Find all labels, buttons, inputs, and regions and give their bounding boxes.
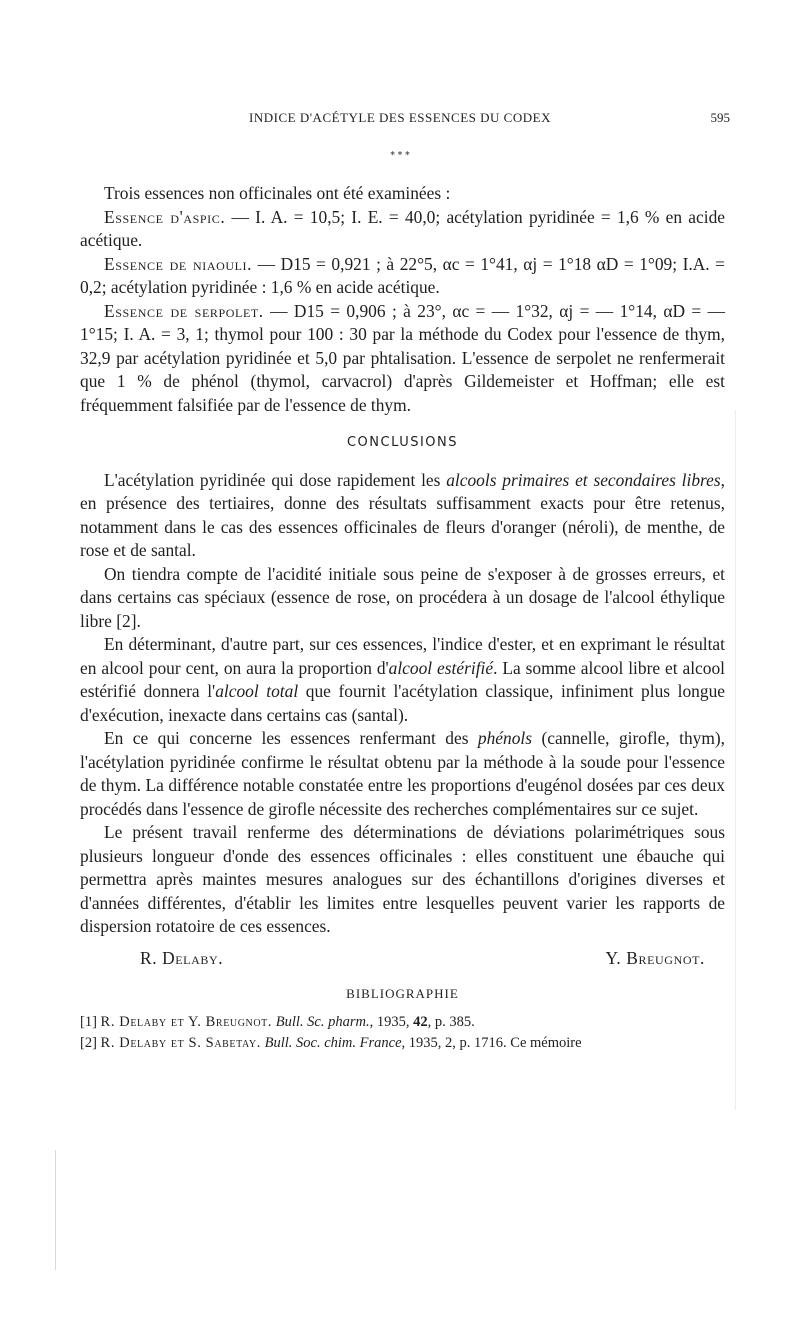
conclusions-heading: CONCLUSIONS bbox=[346, 435, 459, 450]
italic-term: alcool total bbox=[215, 681, 299, 701]
intro-paragraph: Trois essences non officinales ont été examinées : bbox=[104, 183, 451, 203]
scan-artifact-margin bbox=[55, 1150, 56, 1270]
text-run: En déterminant, d'autre part, sur ces essences, l'indice d'ester, et en exprimant le résultat en alcool pour cent, on aura la proportion d' bbox=[80, 634, 725, 678]
text-run: que fournit l'acétylation classique, infiniment plus longue d'exécution, inexacte dans certains cas (santal). bbox=[80, 681, 725, 725]
ref-pages: , p. 385. bbox=[427, 1013, 475, 1030]
bibliography-heading: BIBLIOGRAPHIE bbox=[346, 986, 459, 1001]
ref-details: , 1935, 2, p. 1716. Ce mémoire bbox=[401, 1034, 582, 1051]
conclusion-paragraph bbox=[80, 727, 725, 821]
bibliography-entry bbox=[80, 1012, 725, 1033]
ref-authors: R. Delaby et S. Sabetay. bbox=[100, 1034, 261, 1051]
essence-aspic bbox=[80, 206, 725, 253]
asterism bbox=[380, 152, 420, 161]
italic-term: phénols bbox=[477, 728, 533, 748]
essence-niaouli bbox=[80, 253, 725, 300]
page-number: 595 bbox=[710, 110, 730, 125]
ref-journal: Bull. Soc. chim. France bbox=[264, 1034, 402, 1051]
text-run: L'acétylation pyridinée qui dose rapidement les bbox=[104, 469, 447, 490]
italic-term: alcool estérifié bbox=[388, 657, 494, 678]
essence-text: — D15 = 0,921 ; à 22°5, αc = 1°41, αj = 1°18 αD = 1°09; I.A. = 0,2; acétylation pyridinée : 1,6 % en acide acétique. bbox=[80, 253, 725, 297]
text-run: , en présence des tertiaires, donne des résultats suffisamment exacts pour être retenus, notamment dans le cas des essences officinales de fleurs d'oranger (néroli), de menthe, de rose et de santal. bbox=[80, 469, 726, 560]
article-body bbox=[80, 182, 725, 1054]
ref-journal: Bull. Sc. pharm. bbox=[275, 1013, 370, 1030]
italic-term: alcools primaires et secondaires libres bbox=[446, 469, 721, 490]
text-run: En ce qui concerne les essences renfermant des bbox=[104, 728, 478, 748]
ref-details: , 1935, bbox=[369, 1013, 414, 1030]
running-title: INDICE D'ACÉTYLE DES ESSENCES DU CODEX bbox=[249, 110, 551, 125]
essence-name: Essence d'aspic. bbox=[104, 206, 226, 227]
essence-text: — I. A. = 10,5; I. E. = 40,0; acétylation pyridinée = 1,6 % en acide acétique. bbox=[80, 206, 725, 250]
conclusion-paragraph: On tiendra compte de l'acidité initiale sous peine de s'exposer à de grosses erreurs, et dans certains cas spéciaux (essence de rose, on procédera à un dosage de l'alcool éthylique libre [2]. bbox=[80, 563, 725, 631]
author-left: R. Delaby. bbox=[140, 947, 224, 968]
bibliography-list bbox=[80, 1012, 725, 1054]
essence-text: — D15 = 0,906 ; à 23°, αc = — 1°32, αj = — 1°14, αD = — 1°15; I. A. = 3, 1; thymol pour 100 : 30 par la méthode du Codex pour l'essence de thym, 32,9 par acétylation pyridinée et 5,0 par phtalisation. L'essence de serpolet ne renfermerait que 1 % de phénol (thymol, carvacrol) d'après Gildemeister et Hoffman; elle est fréquemment falsifiée par de l'essence de thym. bbox=[80, 300, 725, 415]
author-right: Y. Breugnot. bbox=[605, 947, 705, 968]
asterism-glyph: * * * bbox=[390, 151, 410, 161]
scan-artifact-line bbox=[735, 410, 736, 1110]
ref-authors: R. Delaby et Y. Breugnot. bbox=[100, 1013, 273, 1030]
ref-volume: 42 bbox=[413, 1013, 428, 1030]
conclusion-paragraph bbox=[80, 633, 725, 727]
text-run: (cannelle, girofle, thym), l'acétylation pyridinée confirme le résultat obtenu par la méthode à la soude pour l'essence de thym. La différence notable constatée entre les proportions d'eugénol dosées par ces deux procédés dans l'essence de girofle nécessite des recherches complémentaires sur ce sujet. bbox=[80, 728, 725, 819]
bibliography-entry bbox=[80, 1033, 725, 1054]
text-run: . La somme alcool libre et alcool estérifié donnera l' bbox=[80, 657, 725, 701]
ref-number: [2] bbox=[80, 1034, 97, 1051]
author-signatures bbox=[80, 947, 725, 971]
essence-name: Essence de niaouli. bbox=[104, 253, 253, 274]
essence-serpolet bbox=[80, 300, 725, 418]
ref-number: [1] bbox=[80, 1013, 97, 1030]
conclusion-paragraph: Le présent travail renferme des déterminations de déviations polarimétriques sous plusieurs longueur d'onde des essences officinales : elles constituent une ébauche qui permettra après maintes mesures analogues sur des échantillons d'origines diverses et d'années différentes, d'établir les limites entre lesquelles peuvent varier les rapports de dispersion rotatoire de ces essences. bbox=[80, 822, 725, 936]
essence-name: Essence de serpolet. bbox=[104, 300, 264, 321]
conclusion-paragraph bbox=[80, 469, 725, 563]
